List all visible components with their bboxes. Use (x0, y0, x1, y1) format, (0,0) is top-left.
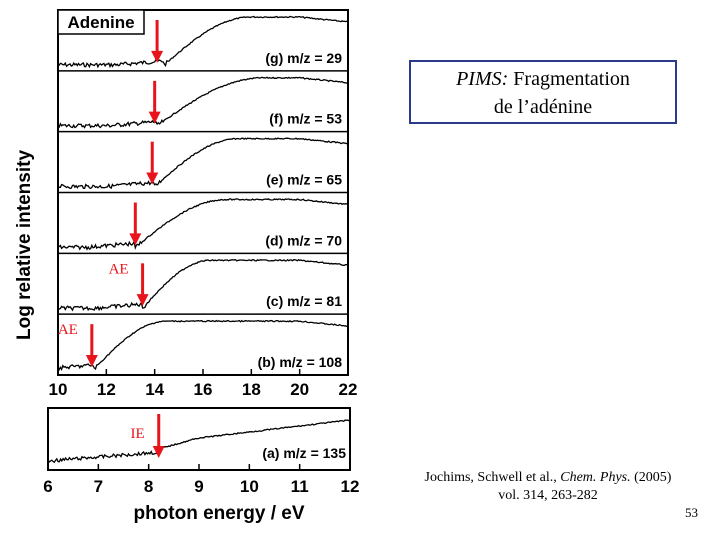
x-tick-label: 6 (43, 477, 53, 496)
callout-line-1 (411, 65, 675, 93)
x-tick-label: 12 (96, 380, 116, 399)
title-callout (409, 60, 677, 124)
upper-panel (49, 10, 358, 399)
x-tick-label: 8 (143, 477, 154, 496)
x-tick-label: 7 (93, 477, 104, 496)
callout-italic: PIMS: (456, 68, 509, 90)
reference-citation (400, 469, 696, 505)
series-label: (g) m/z = 29 (265, 49, 342, 66)
arrow-label: AE (108, 261, 129, 278)
series-label: (f) m/z = 53 (269, 110, 342, 127)
x-tick-label: 20 (290, 380, 310, 399)
page-number: 53 (685, 505, 698, 520)
callout-rest: Fragmentation (508, 68, 630, 90)
arrow-label: IE (130, 426, 145, 442)
series-label: (c) m/z = 81 (266, 293, 342, 310)
callout-line-2: de l’adénine (493, 96, 593, 118)
series-label: (e) m/z = 65 (266, 171, 342, 188)
x-tick-label: 22 (338, 380, 358, 399)
x-tick-label: 11 (290, 477, 309, 496)
x-tick-label: 16 (193, 380, 213, 399)
reference-authors: Jochims, Schwell et al., (424, 470, 561, 485)
series-label: (b) m/z = 108 (257, 354, 342, 370)
reference-year: (2005) (630, 470, 672, 485)
x-axis-label: photon energy / eV (133, 503, 305, 524)
onset-arrow-head (153, 446, 165, 458)
x-tick-label: 14 (145, 380, 165, 399)
x-tick-label: 9 (194, 477, 204, 496)
series-label: (a) m/z = 135 (262, 445, 346, 461)
x-tick-label: 18 (241, 380, 261, 399)
x-tick-label: 12 (340, 477, 360, 496)
x-tick-label: 10 (239, 477, 259, 496)
arrow-label: AE (57, 322, 78, 339)
reference-journal: Chem. Phys. (560, 470, 631, 485)
series-label: (d) m/z = 70 (265, 232, 342, 249)
y-axis-label: Log relative intensity (14, 149, 35, 341)
x-tick-label: 10 (48, 380, 68, 399)
reference-volume: vol. 314, 263-282 (498, 488, 598, 503)
panel-title: Adenine (67, 13, 135, 32)
lower-panel (43, 408, 359, 496)
